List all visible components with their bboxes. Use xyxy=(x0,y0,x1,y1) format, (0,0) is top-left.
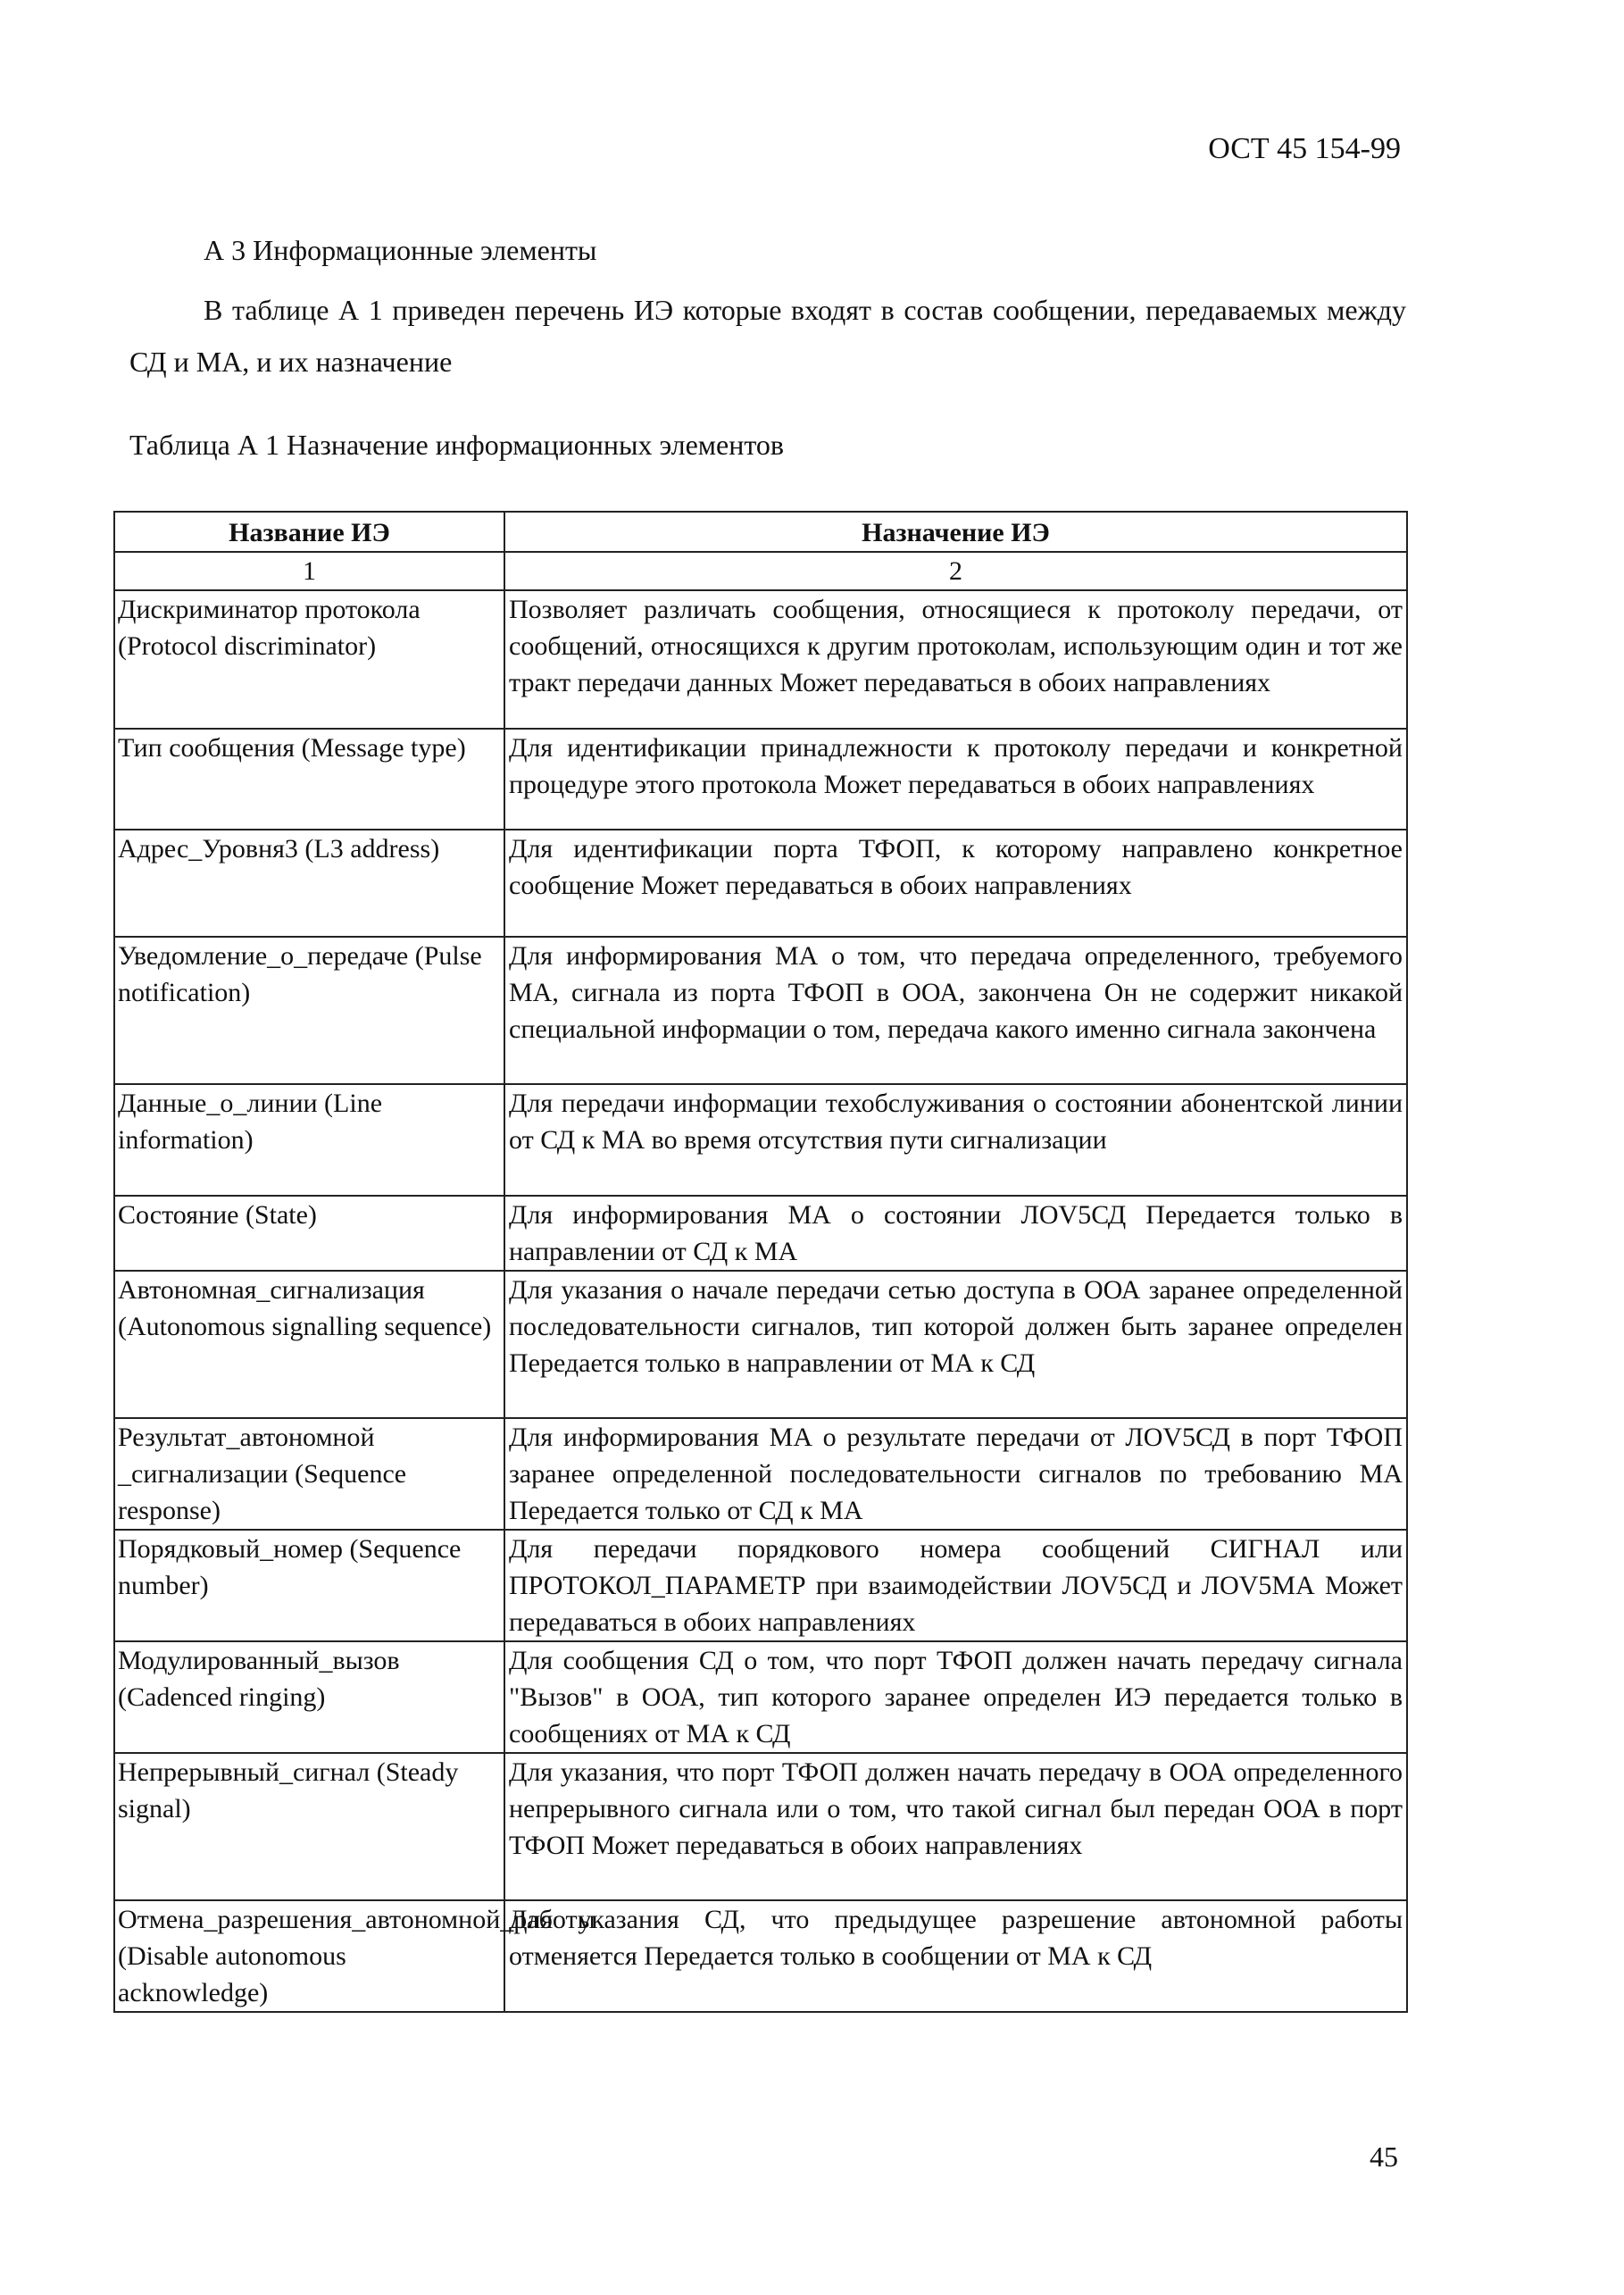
column-header-name: Название ИЭ xyxy=(114,512,504,552)
table-row xyxy=(114,1641,1407,1753)
column-header-purpose: Назначение ИЭ xyxy=(504,512,1407,552)
information-elements-table xyxy=(113,511,1408,2013)
ie-name: Состояние (State) xyxy=(114,1196,504,1271)
ie-name: Непрерывный_сигнал (Steady signal) xyxy=(114,1753,504,1900)
intro-paragraph: В таблице А 1 приведен перечень ИЭ которые входят в состав сообщении, передаваемых между СД и МА, и их назначение xyxy=(129,294,1406,378)
ie-name: Автономная_сигнализация (Autonomous signalling sequence) xyxy=(114,1271,504,1418)
ie-purpose: Для информирования МА о том, что передача определенного, требуемого МА, сигнала из порта ТФОП в ООА, закончена Он не содержит никакой специальной информации о том, передача какого именно сигнала закончена xyxy=(504,937,1407,1084)
ie-name: Модулированный_вызов (Cadenced ringing) xyxy=(114,1641,504,1753)
ie-purpose: Для идентификации порта ТФОП, к которому направлено конкретное сообщение Может передаваться в обоих направлениях xyxy=(504,830,1407,937)
ie-name: Дискриминатор протокола (Protocol discriminator) xyxy=(114,590,504,729)
ie-purpose: Для информирования МА о состоянии ЛОV5СД Передается только в направлении от СД к МА xyxy=(504,1196,1407,1271)
table-row xyxy=(114,1418,1407,1530)
table-row xyxy=(114,1084,1407,1196)
table-row xyxy=(114,1900,1407,2012)
ie-name: Данные_о_линии (Line information) xyxy=(114,1084,504,1196)
document-code: ОСТ 45 154-99 xyxy=(1208,132,1401,165)
ie-name: Адрес_Уровня3 (L3 address) xyxy=(114,830,504,937)
ie-name: Уведомление_о_передаче (Pulse notification) xyxy=(114,937,504,1084)
table-row xyxy=(114,830,1407,937)
table-row xyxy=(114,937,1407,1084)
ie-name: Порядковый_номер (Sequence number) xyxy=(114,1530,504,1641)
ie-purpose: Для передачи информации техобслуживания о состоянии абонентской линии от СД к МА во время отсутствия пути сигнализации xyxy=(504,1084,1407,1196)
column-number: 1 xyxy=(114,552,504,590)
ie-name: Результат_автономной _сигнализации (Sequence response) xyxy=(114,1418,504,1530)
table-row xyxy=(114,1530,1407,1641)
ie-name: Тип сообщения (Message type) xyxy=(114,729,504,830)
column-number-row xyxy=(114,552,1407,590)
section-title: А 3 Информационные элементы xyxy=(204,234,597,266)
ie-name: Отмена_разрешения_автономной_работы (Disable autonomous acknowledge) xyxy=(114,1900,504,2012)
table-row xyxy=(114,729,1407,830)
ie-purpose: Для идентификации принадлежности к протоколу передачи и конкретной процедуре этого протокола Может передаваться в обоих направлениях xyxy=(504,729,1407,830)
table-row xyxy=(114,1271,1407,1418)
ie-purpose: Для передачи порядкового номера сообщений СИГНАЛ или ПРОТОКОЛ_ПАРАМЕТР при взаимодействии ЛОV5СД и ЛОV5МА Может передаваться в обоих направлениях xyxy=(504,1530,1407,1641)
table-row xyxy=(114,1753,1407,1900)
ie-purpose: Для сообщения СД о том, что порт ТФОП должен начать передачу сигнала "Вызов" в ООА, тип которого заранее определен ИЭ передается только в сообщениях от МА к СД xyxy=(504,1641,1407,1753)
table-caption: Таблица А 1 Назначение информационных элементов xyxy=(129,429,785,461)
ie-purpose: Для указания СД, что предыдущее разрешение автономной работы отменяется Передается только в сообщении от МА к СД xyxy=(504,1900,1407,2012)
ie-purpose: Для указания о начале передачи сетью доступа в ООА заранее определенной последовательности сигналов, тип которой должен быть заранее определен Передается только в направлении от МА к СД xyxy=(504,1271,1407,1418)
column-number: 2 xyxy=(504,552,1407,590)
ie-purpose: Позволяет различать сообщения, относящиеся к протоколу передачи, от сообщений, относящихся к другим протоколам, использующим один и тот же тракт передачи данных Может передаваться в обоих направлениях xyxy=(504,590,1407,729)
table-row xyxy=(114,1196,1407,1271)
table-header-row xyxy=(114,512,1407,552)
ie-purpose: Для информирования МА о результате передачи от ЛОV5СД в порт ТФОП заранее определенной последовательности сигналов по требованию МА Передается только от СД к МА xyxy=(504,1418,1407,1530)
page-number: 45 xyxy=(1370,2141,1398,2173)
table-row xyxy=(114,590,1407,729)
ie-purpose: Для указания, что порт ТФОП должен начать передачу в ООА определенного непрерывного сигнала или о том, что такой сигнал был передан ООА в порт ТФОП Может передаваться в обоих направлениях xyxy=(504,1753,1407,1900)
